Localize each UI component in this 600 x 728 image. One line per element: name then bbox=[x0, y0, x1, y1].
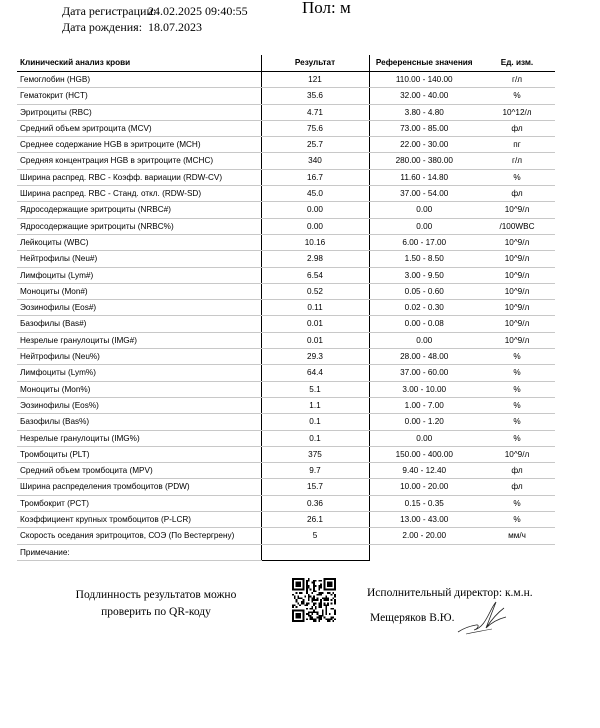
result-value: 0.1 bbox=[261, 414, 369, 430]
test-name: Скорость оседания эритроцитов, СОЭ (По Вестергрену) bbox=[17, 528, 261, 544]
result-value: 0.01 bbox=[261, 316, 369, 332]
result-value: 5 bbox=[261, 528, 369, 544]
unit: фл bbox=[479, 463, 555, 479]
column-header-result: Результат bbox=[261, 55, 369, 72]
registration-date-label: Дата регистрации: bbox=[62, 4, 157, 18]
blood-test-table bbox=[17, 55, 555, 561]
qr-code-icon[interactable] bbox=[292, 578, 336, 622]
table-row bbox=[17, 381, 555, 397]
result-value: 10.16 bbox=[261, 234, 369, 250]
table-row bbox=[17, 137, 555, 153]
unit: % bbox=[479, 365, 555, 381]
unit bbox=[479, 544, 555, 560]
result-value: 0.1 bbox=[261, 430, 369, 446]
result-value: 0.01 bbox=[261, 332, 369, 348]
result-value: 29.3 bbox=[261, 349, 369, 365]
registration-date-value: 24.02.2025 09:40:55 bbox=[148, 4, 248, 18]
test-name: Ширина распред. RBC - Станд. откл. (RDW-SD) bbox=[17, 186, 261, 202]
reference-range: 0.00 bbox=[369, 218, 479, 234]
test-name: Ширина распределения тромбоцитов (PDW) bbox=[17, 479, 261, 495]
table-row bbox=[17, 120, 555, 136]
reference-range: 0.00 - 1.20 bbox=[369, 414, 479, 430]
reference-range: 0.00 bbox=[369, 202, 479, 218]
test-name: Нейтрофилы (Neu#) bbox=[17, 251, 261, 267]
reference-range: 6.00 - 17.00 bbox=[369, 234, 479, 250]
reference-range: 0.00 bbox=[369, 332, 479, 348]
unit: % bbox=[479, 512, 555, 528]
unit: % bbox=[479, 430, 555, 446]
reference-range: 2.00 - 20.00 bbox=[369, 528, 479, 544]
reference-range: 3.00 - 10.00 bbox=[369, 381, 479, 397]
table-row bbox=[17, 463, 555, 479]
test-name: Ядросодержащие эритроциты (NRBC%) bbox=[17, 218, 261, 234]
test-name: Гематокрит (HCT) bbox=[17, 88, 261, 104]
unit: 10^9/л bbox=[479, 316, 555, 332]
table-row bbox=[17, 104, 555, 120]
test-name: Среднее содержание HGB в эритроците (MCH) bbox=[17, 137, 261, 153]
result-value: 6.54 bbox=[261, 267, 369, 283]
table-row bbox=[17, 283, 555, 299]
unit: 10^9/л bbox=[479, 234, 555, 250]
result-value: 375 bbox=[261, 446, 369, 462]
reference-range: 37.00 - 60.00 bbox=[369, 365, 479, 381]
table-row bbox=[17, 332, 555, 348]
result-value: 16.7 bbox=[261, 169, 369, 185]
birth-date-label: Дата рождения: bbox=[62, 20, 143, 34]
reference-range: 11.60 - 14.80 bbox=[369, 169, 479, 185]
table-row bbox=[17, 528, 555, 544]
director-name: Мещеряков В.Ю. bbox=[370, 612, 455, 624]
table-row bbox=[17, 430, 555, 446]
test-name: Средний объем тромбоцита (MPV) bbox=[17, 463, 261, 479]
unit: 10^9/л bbox=[479, 332, 555, 348]
test-name: Базофилы (Bas#) bbox=[17, 316, 261, 332]
patient-sex: Пол: м bbox=[302, 0, 351, 17]
table-row bbox=[17, 234, 555, 250]
unit: % bbox=[479, 381, 555, 397]
test-name: Нейтрофилы (Neu%) bbox=[17, 349, 261, 365]
table-row bbox=[17, 446, 555, 462]
test-name: Средний объем эритроцита (MCV) bbox=[17, 120, 261, 136]
reference-range: 9.40 - 12.40 bbox=[369, 463, 479, 479]
table-row bbox=[17, 512, 555, 528]
table-row bbox=[17, 316, 555, 332]
table-row bbox=[17, 251, 555, 267]
column-header-reference: Референсные значения bbox=[369, 55, 479, 72]
test-name: Моноциты (Mon%) bbox=[17, 381, 261, 397]
unit: фл bbox=[479, 120, 555, 136]
result-value: 0.36 bbox=[261, 495, 369, 511]
test-name: Средняя концентрация HGB в эритроците (MCHC) bbox=[17, 153, 261, 169]
unit: % bbox=[479, 88, 555, 104]
table-row bbox=[17, 186, 555, 202]
unit: 10^12/л bbox=[479, 104, 555, 120]
test-name: Ядросодержащие эритроциты (NRBC#) bbox=[17, 202, 261, 218]
birth-date-value: 18.07.2023 bbox=[148, 20, 202, 34]
table-row bbox=[17, 153, 555, 169]
unit: 10^9/л bbox=[479, 446, 555, 462]
table-row bbox=[17, 218, 555, 234]
reference-range: 32.00 - 40.00 bbox=[369, 88, 479, 104]
unit: 10^9/л bbox=[479, 283, 555, 299]
unit: /100WBC bbox=[479, 218, 555, 234]
result-value: 2.98 bbox=[261, 251, 369, 267]
test-name: Незрелые гранулоциты (IMG#) bbox=[17, 332, 261, 348]
unit: пг bbox=[479, 137, 555, 153]
result-value: 64.4 bbox=[261, 365, 369, 381]
result-value: 340 bbox=[261, 153, 369, 169]
unit: % bbox=[479, 349, 555, 365]
reference-range: 22.00 - 30.00 bbox=[369, 137, 479, 153]
test-name: Лейкоциты (WBC) bbox=[17, 234, 261, 250]
reference-range: 3.00 - 9.50 bbox=[369, 267, 479, 283]
test-name: Базофилы (Bas%) bbox=[17, 414, 261, 430]
result-value: 4.71 bbox=[261, 104, 369, 120]
result-value bbox=[261, 544, 369, 560]
unit: % bbox=[479, 495, 555, 511]
result-value: 26.1 bbox=[261, 512, 369, 528]
test-name: Примечание: bbox=[17, 544, 261, 560]
result-value: 0.52 bbox=[261, 283, 369, 299]
result-value: 5.1 bbox=[261, 381, 369, 397]
reference-range: 3.80 - 4.80 bbox=[369, 104, 479, 120]
reference-range: 13.00 - 43.00 bbox=[369, 512, 479, 528]
test-name: Гемоглобин (HGB) bbox=[17, 72, 261, 88]
test-name: Ширина распред. RBC - Коэфф. вариации (RDW-CV) bbox=[17, 169, 261, 185]
result-value: 25.7 bbox=[261, 137, 369, 153]
unit: мм/ч bbox=[479, 528, 555, 544]
result-value: 75.6 bbox=[261, 120, 369, 136]
test-name: Лимфоциты (Lym%) bbox=[17, 365, 261, 381]
result-value: 15.7 bbox=[261, 479, 369, 495]
table-row bbox=[17, 72, 555, 88]
reference-range: 0.05 - 0.60 bbox=[369, 283, 479, 299]
signature-icon bbox=[456, 598, 508, 638]
table-row bbox=[17, 544, 555, 560]
result-value: 121 bbox=[261, 72, 369, 88]
reference-range: 110.00 - 140.00 bbox=[369, 72, 479, 88]
reference-range: 0.00 - 0.08 bbox=[369, 316, 479, 332]
unit: 10^9/л bbox=[479, 251, 555, 267]
column-header-test: Клинический анализ крови bbox=[17, 55, 261, 72]
table-row bbox=[17, 495, 555, 511]
reference-range: 1.00 - 7.00 bbox=[369, 397, 479, 413]
unit: 10^9/л bbox=[479, 202, 555, 218]
test-name: Незрелые гранулоциты (IMG%) bbox=[17, 430, 261, 446]
table-row bbox=[17, 169, 555, 185]
table-row bbox=[17, 349, 555, 365]
reference-range: 280.00 - 380.00 bbox=[369, 153, 479, 169]
test-name: Моноциты (Mon#) bbox=[17, 283, 261, 299]
table-row bbox=[17, 479, 555, 495]
test-name: Коэффициент крупных тромбоцитов (P-LCR) bbox=[17, 512, 261, 528]
unit: г/л bbox=[479, 72, 555, 88]
unit: 10^9/л bbox=[479, 300, 555, 316]
unit: 10^9/л bbox=[479, 267, 555, 283]
test-name: Эозинофилы (Eos%) bbox=[17, 397, 261, 413]
unit: фл bbox=[479, 479, 555, 495]
test-name: Эритроциты (RBC) bbox=[17, 104, 261, 120]
test-name: Эозинофилы (Eos#) bbox=[17, 300, 261, 316]
table-row bbox=[17, 88, 555, 104]
reference-range: 0.00 bbox=[369, 430, 479, 446]
result-value: 1.1 bbox=[261, 397, 369, 413]
result-value: 0.00 bbox=[261, 202, 369, 218]
reference-range: 0.02 - 0.30 bbox=[369, 300, 479, 316]
reference-range: 0.15 - 0.35 bbox=[369, 495, 479, 511]
result-value: 35.6 bbox=[261, 88, 369, 104]
table-row bbox=[17, 300, 555, 316]
reference-range bbox=[369, 544, 479, 560]
result-value: 9.7 bbox=[261, 463, 369, 479]
birth-date-line bbox=[62, 20, 362, 36]
director-title: Исполнительный директор: к.м.н. bbox=[367, 587, 533, 599]
unit: фл bbox=[479, 186, 555, 202]
unit: г/л bbox=[479, 153, 555, 169]
table-row bbox=[17, 202, 555, 218]
table-row bbox=[17, 267, 555, 283]
reference-range: 73.00 - 85.00 bbox=[369, 120, 479, 136]
reference-range: 150.00 - 400.00 bbox=[369, 446, 479, 462]
table-header-row bbox=[17, 55, 555, 72]
reference-range: 28.00 - 48.00 bbox=[369, 349, 479, 365]
table-row bbox=[17, 414, 555, 430]
verification-note: Подлинность результатов можно проверить по QR-коду bbox=[75, 589, 237, 618]
table-row bbox=[17, 397, 555, 413]
test-name: Тромбоциты (PLT) bbox=[17, 446, 261, 462]
result-value: 0.00 bbox=[261, 218, 369, 234]
table-row bbox=[17, 365, 555, 381]
unit: % bbox=[479, 169, 555, 185]
reference-range: 10.00 - 20.00 bbox=[369, 479, 479, 495]
unit: % bbox=[479, 397, 555, 413]
reference-range: 1.50 - 8.50 bbox=[369, 251, 479, 267]
result-value: 45.0 bbox=[261, 186, 369, 202]
unit: % bbox=[479, 414, 555, 430]
reference-range: 37.00 - 54.00 bbox=[369, 186, 479, 202]
test-name: Тромбокрит (PCT) bbox=[17, 495, 261, 511]
test-name: Лимфоциты (Lym#) bbox=[17, 267, 261, 283]
result-value: 0.11 bbox=[261, 300, 369, 316]
column-header-unit: Ед. изм. bbox=[479, 55, 555, 72]
